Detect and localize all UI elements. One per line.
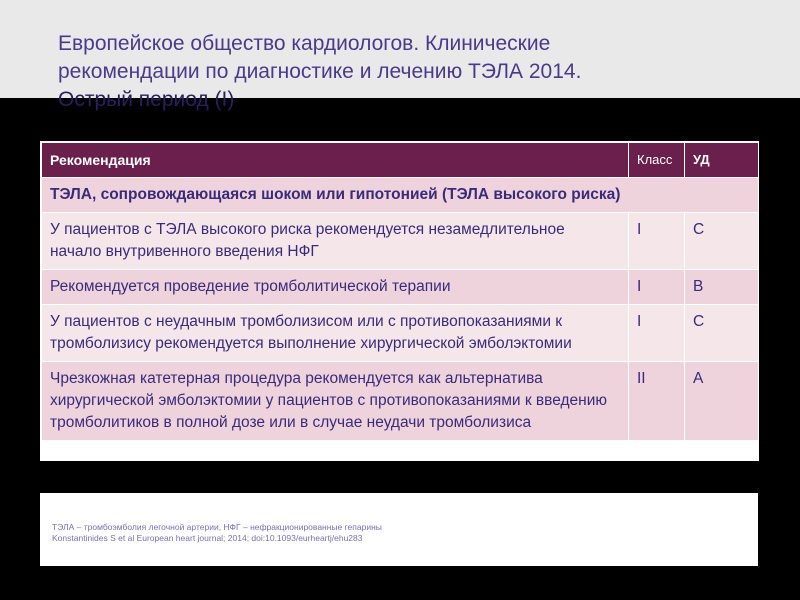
table-row xyxy=(42,213,759,270)
table-row xyxy=(42,362,759,441)
row-class: I xyxy=(629,305,685,362)
slide-title xyxy=(58,30,758,114)
row-level: A xyxy=(685,362,759,441)
header-recommendation: Рекомендация xyxy=(42,143,629,178)
row-text: Чрезкожная катетерная процедура рекомендуется как альтернатива хирургической эмболэктомии у пациентов с противопоказаниями к введению тромболитиков в полной дозе или в случае неудачи тромболизиса xyxy=(42,362,629,441)
row-class: I xyxy=(629,213,685,270)
row-text: Рекомендуется проведение тромболитической терапии xyxy=(42,270,629,305)
title-line-1: Европейское общество кардиологов. Клинические xyxy=(58,32,551,55)
row-text: У пациентов с ТЭЛА высокого риска рекомендуется незамедлительное начало внутривенного введения НФГ xyxy=(42,213,629,270)
header-level: УД xyxy=(685,143,759,178)
recommendations-table-panel xyxy=(40,141,759,461)
row-level: C xyxy=(685,305,759,362)
row-level: C xyxy=(685,213,759,270)
table-section-row xyxy=(42,178,759,213)
header-class: Класс xyxy=(629,143,685,178)
title-line-3: Острый период (I) xyxy=(58,88,235,111)
section-title: ТЭЛА, сопровождающаяся шоком или гипотонией (ТЭЛА высокого риска) xyxy=(42,178,759,213)
footnote-abbreviations: ТЭЛА – тромбоэмболия легочной артерии, НФГ – нефракционированные гепарины xyxy=(52,522,382,532)
title-line-2: рекомендации по диагностике и лечению ТЭЛА 2014. xyxy=(58,60,582,83)
row-class: I xyxy=(629,270,685,305)
row-level: B xyxy=(685,270,759,305)
recommendations-table xyxy=(41,142,759,441)
footnote-panel xyxy=(40,493,758,566)
footnote-reference: Konstantinides S et al European heart journal; 2014; doi:10.1093/eurheartj/ehu283 xyxy=(52,533,363,543)
table-row xyxy=(42,270,759,305)
row-text: У пациентов с неудачным тромболизисом или с противопоказаниями к тромболизису рекомендуется выполнение хирургической эмболэктомии xyxy=(42,305,629,362)
row-class: II xyxy=(629,362,685,441)
table-row xyxy=(42,305,759,362)
table-header-row xyxy=(42,143,759,178)
